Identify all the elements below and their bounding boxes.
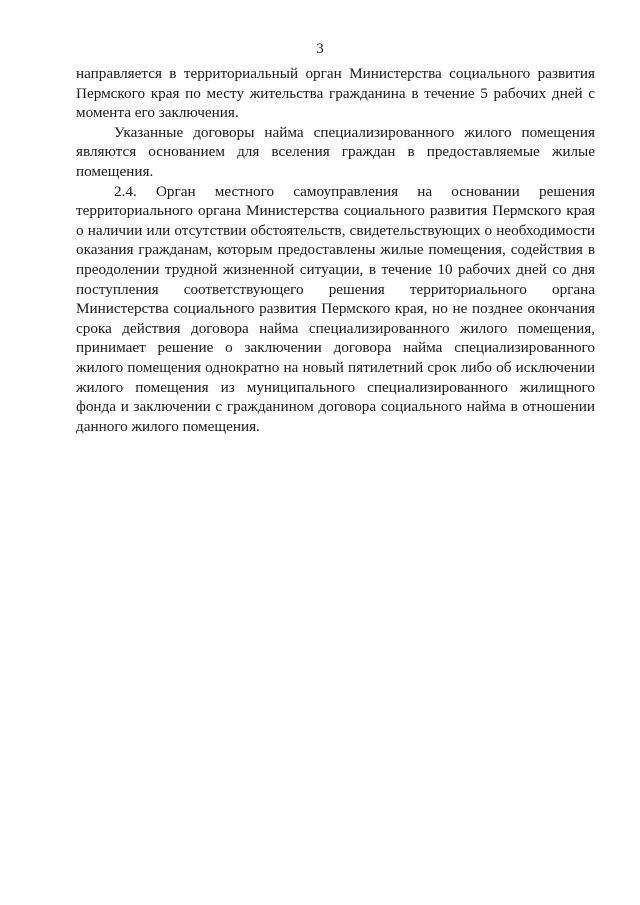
- document-body: [76, 64, 595, 436]
- page-number: 3: [316, 41, 324, 57]
- paragraph-section-2-4: 2.4. Орган местного самоуправления на основании решения территориального органа Министерства социального развития Пермского края о наличии или отсутствии обстоятельств, свидетельствующих о необходимости оказания гражданам, которым предоставлены жилые помещения, содействия в преодолении трудной жизненной ситуации, в течение 10 рабочих дней со дня поступления соответствующего решения территориального органа Министерства социального развития Пермского края, но не позднее окончания срока действия договора найма специализированного жилого помещения, принимает решение о заключении договора найма специализированного жилого помещения однократно на новый пятилетний срок либо об исключении жилого помещения из муниципального специализированного жилищного фонда и заключении с гражданином договора социального найма в отношении данного жилого помещения.: [76, 182, 595, 435]
- paragraph-contracts-basis: Указанные договоры найма специализированного жилого помещения являются основанием для вселения граждан в предоставляемые жилые помещения.: [76, 123, 595, 180]
- paragraph-continuation: направляется в территориальный орган Министерства социального развития Пермского края по месту жительства гражданина в течение 5 рабочих дней с момента его заключения.: [76, 65, 595, 122]
